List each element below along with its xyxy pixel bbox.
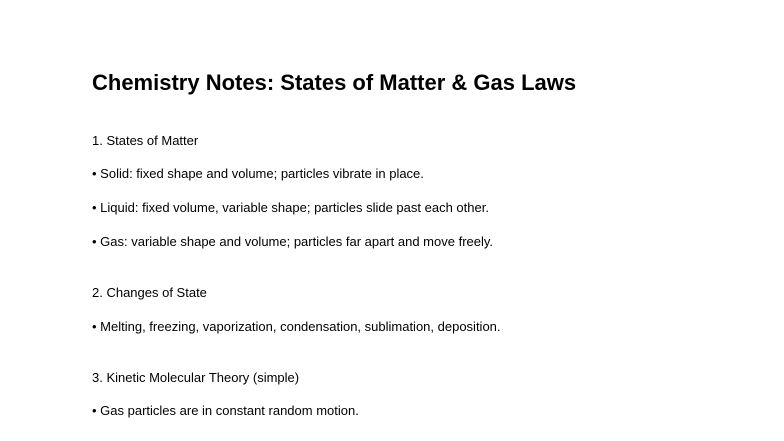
section-heading: 1. States of Matter xyxy=(92,133,199,148)
section-heading: 2. Changes of State xyxy=(92,285,207,300)
bullet-item: • Melting, freezing, vaporization, condensation, sublimation, deposition. xyxy=(92,319,501,334)
bullet-item: • Gas: variable shape and volume; particles far apart and move freely. xyxy=(92,234,494,249)
bullet-item: • Liquid: fixed volume, variable shape; particles slide past each other. xyxy=(92,200,489,215)
bullet-item: • Solid: fixed shape and volume; particles vibrate in place. xyxy=(92,166,424,181)
page-title: Chemistry Notes: States of Matter & Gas Laws xyxy=(92,70,577,95)
section-heading: 3. Kinetic Molecular Theory (simple) xyxy=(92,370,300,385)
bullet-item: • Gas particles are in constant random motion. xyxy=(92,403,359,418)
